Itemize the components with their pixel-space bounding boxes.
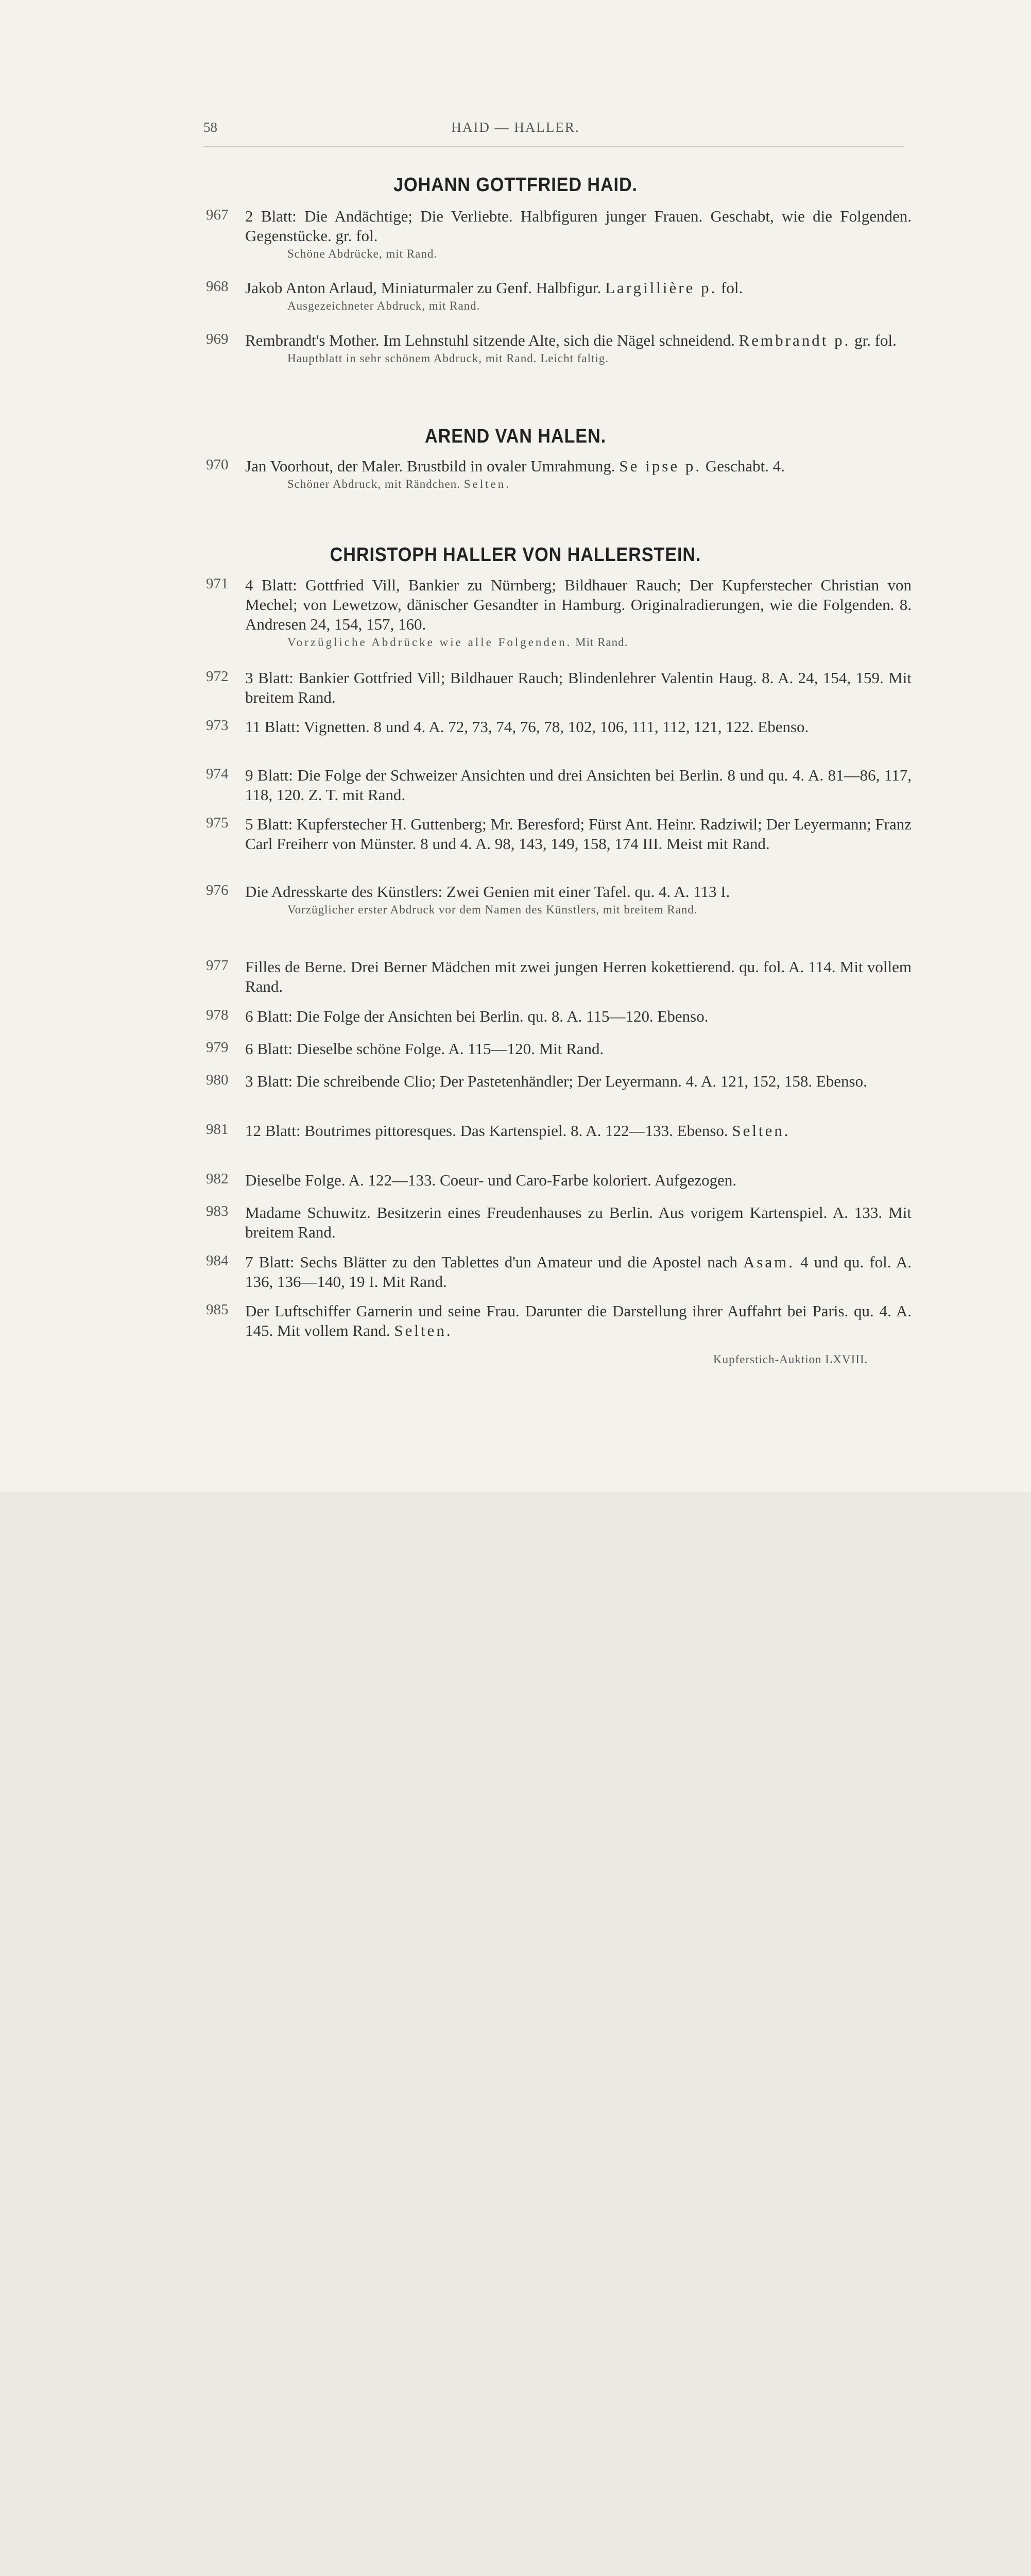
entry-975 <box>206 815 912 854</box>
entry-artist: Rembrandt p. <box>738 331 851 349</box>
entry-text: Dieselbe Folge. A. 122—133. Coeur- und Caro-Farbe koloriert. Aufgezogen. <box>245 1171 737 1189</box>
entry-text: 3 Blatt: Die schreibende Clio; Der Pastetenhändler; Der Leyermann. 4. A. 121, 152, 158. Ebenso. <box>245 1072 867 1090</box>
entry-number: 976 <box>206 882 229 899</box>
entry-982 <box>206 1171 912 1190</box>
entry-text: 5 Blatt: Kupferstecher H. Guttenberg; Mr. Beresford; Fürst Ant. Heinr. Radziwil; Der Leyermann; Franz Carl Freiherr von Münster. 8 und 4. A. 98, 143, 149, 158, 174 III. Meist mit Rand. <box>245 815 912 853</box>
entry-970 <box>206 456 912 492</box>
entry-note-b: Selten. <box>463 478 511 490</box>
entry-number: 984 <box>206 1252 229 1269</box>
entry-text: Filles de Berne. Drei Berner Mädchen mit zwei jungen Herren kokettierend. qu. fol. A. 114. Mit vollem Rand. <box>245 958 912 995</box>
entry-980 <box>206 1072 912 1091</box>
entry-text <box>245 1121 912 1141</box>
entry-note <box>287 634 912 650</box>
entry-number: 979 <box>206 1039 229 1056</box>
entry-number: 975 <box>206 815 229 831</box>
entry-text <box>245 1252 912 1292</box>
signature-mark: Kupferstich-Auktion LXVIII. <box>713 1353 868 1366</box>
entry-number: 982 <box>206 1171 229 1187</box>
entry-text-a: 12 Blatt: Boutrimes pittoresques. Das Kartenspiel. 8. A. 122—133. Ebenso. <box>245 1122 728 1140</box>
entry-text-a: 7 Blatt: Sechs Blätter zu den Tablettes d'un Amateur und die Apostel nach <box>245 1253 737 1271</box>
entry-note <box>287 476 912 492</box>
entry-number: 968 <box>206 278 229 295</box>
entry-text <box>245 331 912 350</box>
entry-text-c: fol. <box>721 279 743 297</box>
entry-972 <box>206 668 912 707</box>
entry-number: 970 <box>206 456 229 473</box>
entry-974 <box>206 766 912 805</box>
entry-text-c: 4 und qu. fol. A. 136, 136—140, 19 I. Mit Rand. <box>245 1253 912 1291</box>
entry-text: 2 Blatt: Die Andächtige; Die Verliebte. Halbfiguren junger Frauen. Geschabt, wie die Folgenden. Gegenstücke. gr. fol. <box>245 207 912 245</box>
entry-969 <box>206 331 912 366</box>
entry-number: 967 <box>206 207 229 223</box>
entry-979 <box>206 1039 912 1059</box>
entry-text: 4 Blatt: Gottfried Vill, Bankier zu Nürnberg; Bildhauer Rauch; Der Kupferstecher Christian von Mechel; von Lewetzow, dänischer Gesandter in Hamburg. Originalradierungen, wie die Folgenden. 8. Andresen 24, 154, 157, 160. <box>245 576 912 633</box>
entry-text: 6 Blatt: Die Folge der Ansichten bei Berlin. qu. 8. A. 115—120. Ebenso. <box>245 1007 709 1025</box>
section-heading-haller: CHRISTOPH HALLER VON HALLERSTEIN. <box>330 544 701 566</box>
entry-text <box>245 278 912 298</box>
entry-text: 3 Blatt: Bankier Gottfried Vill; Bildhauer Rauch; Blindenlehrer Valentin Haug. 8. A. 24, 154, 159. Mit breitem Rand. <box>245 669 912 706</box>
entry-number: 971 <box>206 575 229 592</box>
entry-number: 969 <box>206 331 229 347</box>
entry-text-a: Jakob Anton Arlaud, Miniaturmaler zu Genf. Halbfigur. <box>245 279 602 297</box>
section-heading-halen: AREND VAN HALEN. <box>425 426 606 447</box>
entry-note: Hauptblatt in sehr schönem Abdruck, mit Rand. Leicht faltig. <box>287 352 609 365</box>
entry-text-c: gr. fol. <box>854 331 897 349</box>
header-rule <box>203 146 904 147</box>
entry-text-c: Geschabt. 4. <box>705 457 785 475</box>
viewer-footer <box>0 1492 1031 1568</box>
running-head: HAID — HALLER. <box>451 120 580 135</box>
entry-973 <box>206 717 912 737</box>
entry-983 <box>206 1203 912 1242</box>
entry-text-a: Rembrandt's Mother. Im Lehnstuhl sitzende Alte, sich die Nägel schneidend. <box>245 331 735 349</box>
entry-note: Schöne Abdrücke, mit Rand. <box>287 247 438 260</box>
entry-number: 978 <box>206 1007 229 1023</box>
entry-976 <box>206 882 912 918</box>
entry-text-a: Jan Voorhout, der Maler. Brustbild in ovaler Umrahmung. <box>245 457 615 475</box>
entry-number: 981 <box>206 1121 229 1138</box>
entry-text: Die Adresskarte des Künstlers: Zwei Genien mit einer Tafel. qu. 4. A. 113 I. <box>245 883 730 901</box>
entry-981 <box>206 1121 912 1141</box>
entry-text-b: Selten. <box>394 1321 453 1340</box>
entry-978 <box>206 1007 912 1026</box>
entry-text-b: Selten. <box>732 1122 791 1140</box>
entry-text <box>245 456 912 476</box>
entry-note-b: Mit Rand. <box>575 636 628 649</box>
entry-985 <box>206 1301 912 1341</box>
entry-note-a: Vorzügliche Abdrücke wie alle Folgenden. <box>287 636 572 649</box>
entry-number: 973 <box>206 717 229 734</box>
entry-977 <box>206 957 912 996</box>
entry-artist: Se ipse p. <box>619 457 702 475</box>
entry-text: 11 Blatt: Vignetten. 8 und 4. A. 72, 73, 74, 76, 78, 102, 106, 111, 112, 121, 122. Ebenso. <box>245 718 809 736</box>
entry-text: 9 Blatt: Die Folge der Schweizer Ansichten und drei Ansichten bei Berlin. 8 und qu. 4. A. 81—86, 117, 118, 120. Z. T. mit Rand. <box>245 766 912 804</box>
entry-number: 983 <box>206 1203 229 1219</box>
entry-artist: Largillière p. <box>605 279 717 297</box>
entry-artist: Asam. <box>743 1253 795 1271</box>
entry-text: Madame Schuwitz. Besitzerin eines Freudenhauses zu Berlin. Aus vorigem Kartenspiel. A. 133. Mit breitem Rand. <box>245 1204 912 1241</box>
entry-968 <box>206 278 912 314</box>
entry-text <box>245 1301 912 1341</box>
entry-note: Ausgezeichneter Abdruck, mit Rand. <box>287 299 480 312</box>
entry-text: 6 Blatt: Dieselbe schöne Folge. A. 115—120. Mit Rand. <box>245 1040 604 1058</box>
entry-number: 977 <box>206 957 229 974</box>
entry-number: 980 <box>206 1072 229 1088</box>
entry-number: 972 <box>206 668 229 685</box>
entry-note-a: Schöner Abdruck, mit Rändchen. <box>287 478 460 490</box>
entry-note: Vorzüglicher erster Abdruck vor dem Namen des Künstlers, mit breitem Rand. <box>287 903 698 916</box>
entry-984 <box>206 1252 912 1292</box>
section-heading-haid: JOHANN GOTTFRIED HAID. <box>393 174 638 196</box>
page-number: 58 <box>203 120 217 135</box>
entry-971 <box>206 575 912 650</box>
entry-number: 985 <box>206 1301 229 1318</box>
entry-text-a: Der Luftschiffer Garnerin und seine Frau. Darunter die Darstellung ihrer Auffahrt bei Paris. qu. 4. A. 145. Mit vollem Rand. <box>245 1302 912 1340</box>
entry-number: 974 <box>206 766 229 782</box>
entry-967 <box>206 207 912 262</box>
